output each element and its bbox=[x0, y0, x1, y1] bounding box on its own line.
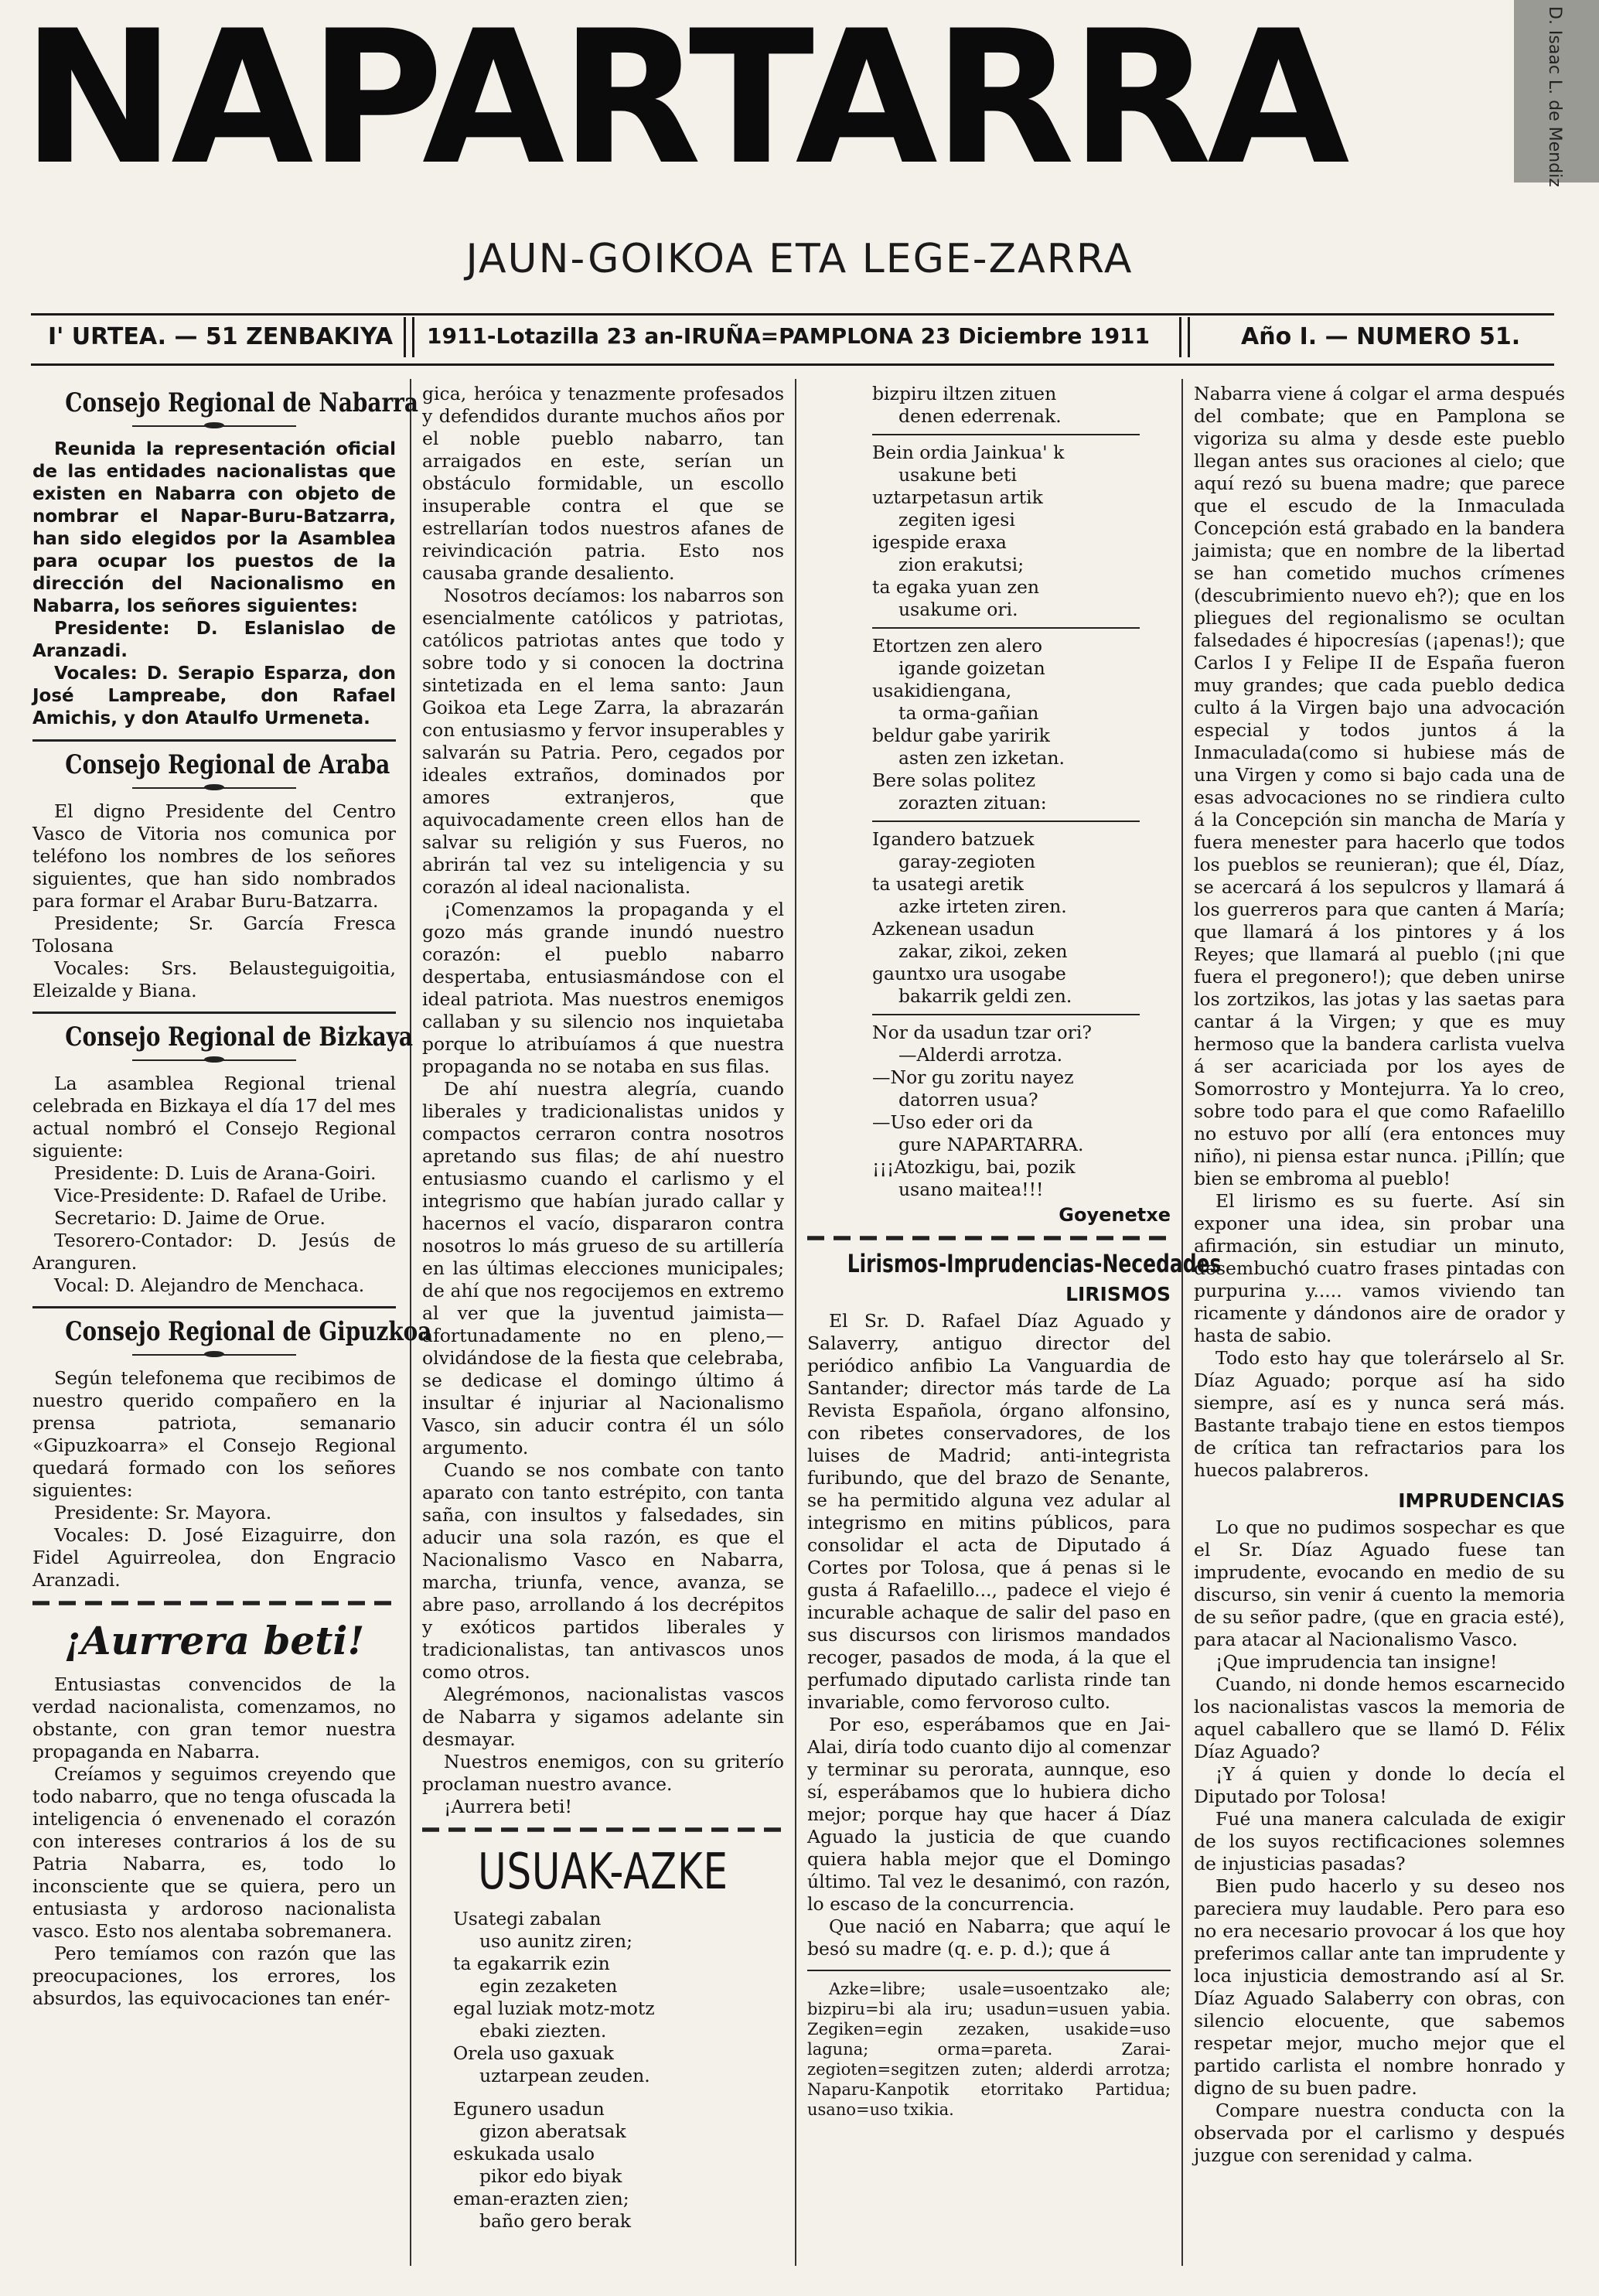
verse-line: gauntxo ura usogabe bbox=[872, 963, 1066, 984]
article-text: Reunida la representación oficial de las entidades nacionalistas que existen en Nabarra con objeto de nombrar el Napar-Buru-Batzarra, han sido elegidos por la Asamblea para ocupar los puestos de la dirección del Nacionalismo en Nabarra, los señores siguientes: bbox=[32, 439, 396, 616]
verse-line: gure NAPARTARRA. bbox=[898, 1134, 1084, 1155]
verse-line: uztarpean zeuden. bbox=[479, 2065, 650, 2086]
article-text: Pero temíamos con razón que las preocupaciones, los errores, los absurdos, las equivocaciones tan enér- bbox=[32, 1943, 396, 2009]
article-text: Por eso, esperábamos que en Jai-Alai, diría todo cuanto dijo al comenzar y terminar su perorata, aunnque, eso sí, esperábamos que lo hubiera dicho mejor; porque hay que hacer á Díaz Aguado la justicia de que cuando quiera habla mejor que el Domingo último. Tal vez le desanimó, con razón, lo escaso de la concurrencia. bbox=[807, 1714, 1171, 1915]
verse-line: zorazten zituan: bbox=[898, 792, 1047, 814]
separator bbox=[872, 1014, 1140, 1015]
verse-line: zegiten igesi bbox=[898, 509, 1015, 531]
verse-line: ebaki ziezten. bbox=[479, 2020, 607, 2042]
subheading-imprudencias: IMPRUDENCIAS bbox=[1398, 1489, 1565, 1512]
verse-line: usakidiengana, bbox=[872, 680, 1012, 701]
ornament bbox=[132, 421, 296, 431]
article-text: Creíamos y seguimos creyendo que todo nabarro, que no tenga ofuscada la inteligencia ó envenenado el corazón con intereses contrarios á los de su Patria Nabarra, es, todo lo inconsciente que se quiera, pero un entusiasta y ardoroso nacionalista vasco. Esto nos alentaba sobremanera. bbox=[32, 1763, 396, 1942]
verse-line: usakume ori. bbox=[898, 599, 1018, 620]
verse-line: —Alderdi arrotza. bbox=[898, 1044, 1063, 1066]
article-text: Vocal: D. Alejandro de Menchaca. bbox=[54, 1274, 365, 1296]
verse-line: asten zen izketan. bbox=[898, 747, 1065, 769]
article-text: Alegrémonos, nacionalistas vascos de Nabarra y sigamos adelante sin desmayar. bbox=[422, 1684, 784, 1750]
heading-araba: Consejo Regional de Araba bbox=[65, 749, 390, 780]
verse-line: denen ederrenak. bbox=[898, 405, 1062, 427]
glossary: Azke=libre; usale=usoentzako ale; bizpiru=bi ala iru; usadun=usuen yabia. Zegiken=egin zezaken, usakide=uso laguna; orma=pareta. Zarai-zegioten=segitzen zuten; alderdi arrotza; Naparu-Kanpotik etorritako Partidua; usano=uso txikia. bbox=[807, 1980, 1171, 2119]
article-text: Presidente: Sr. Mayora. bbox=[54, 1502, 272, 1523]
motto: JAUN-GOIKOA ETA LEGE-ZARRA bbox=[465, 236, 1134, 282]
verse-line: beldur gabe yaririk bbox=[872, 725, 1050, 746]
ornament bbox=[132, 783, 296, 793]
heading-nabarra: Consejo Regional de Nabarra bbox=[65, 387, 418, 418]
article-text: ¡Aurrera beti! bbox=[444, 1796, 572, 1817]
verse-line: —Nor gu zoritu nayez bbox=[872, 1066, 1074, 1088]
article-text: De ahí nuestra alegría, cuando liberales y tradicionalistas unidos y compactos cerraron contra nosotros apretando sus filas; de ahí nuestro entusiasmo cuando el carlismo y el integrismo que habían jurado callar y hacernos el vacío, dispararon contra nosotros lo más grueso de su artillería en las últimas elecciones municipales; de ahí que nos regocijemos en extremo al ver que la juventud jaimista—afortunadamente no en pleno,—olvidándose de la fiesta que celebraba, se dedicase el domingo último á insultar é injuriar al Nacionalismo Vasco, sin aducir contra él un sólo argumento. bbox=[422, 1078, 784, 1458]
verse-line: igande goizetan bbox=[898, 657, 1045, 679]
article-text: La asamblea Regional trienal celebrada en Bizkaya el día 17 del mes actual nombró el Consejo Regional siguiente: bbox=[32, 1073, 396, 1162]
article-text: Vocales: Srs. Belausteguigoitia, Eleizalde y Biana. bbox=[32, 957, 396, 1001]
column-divider bbox=[1181, 379, 1183, 2266]
verse-line: zakar, zikoi, zeken bbox=[898, 940, 1068, 962]
separator bbox=[807, 1970, 1171, 1971]
article-text: Presidente: D. Luis de Arana-Goiri. bbox=[54, 1162, 377, 1184]
verse-line: egal luziak motz-motz bbox=[453, 1997, 655, 2019]
dateline-number: Año I. — NUMERO 51. bbox=[1241, 323, 1521, 350]
verse-line: ta egaka yuan zen bbox=[872, 576, 1040, 598]
dateline-divider bbox=[1179, 317, 1190, 357]
heading-lirismos: Lirismos-Imprudencias-Necedades bbox=[847, 1249, 1222, 1278]
column-4 bbox=[1194, 383, 1565, 2254]
verse-line: bakarrik geldi zen. bbox=[898, 985, 1072, 1007]
heading-gipuzkoa: Consejo Regional de Gipuzkoa bbox=[65, 1316, 432, 1347]
library-stamp-text: D. Isaac L. de Mendiz bbox=[1545, 6, 1564, 187]
verse-line: ta usategi aretik bbox=[872, 873, 1024, 895]
article-text: Bien pudo hacerlo y su deseo nos pareciera muy laudable. Pero para eso no era necesario provocar á los que hoy preferimos callar ante tan imprudente y loca injusticia demostrando así al Sr. Díaz Aguado Salaberry con obras, con silencio elocuente, que sabemos respetar mejor, mucho mejor que el partido carlista el nombre honrado y digno de su buen padre. bbox=[1194, 1875, 1565, 2099]
bottom-rule bbox=[31, 363, 1554, 366]
article-text: Fué una manera calculada de exigir de los suyos rectificaciones solemnes de injusticias pasadas? bbox=[1194, 1808, 1565, 1875]
article-text: Presidente: D. Eslanislao de Aranzadi. bbox=[32, 619, 396, 661]
verse-line: Usategi zabalan bbox=[453, 1908, 602, 1929]
heading-bizkaya: Consejo Regional de Bizkaya bbox=[65, 1022, 413, 1052]
verse-line: pikor edo biyak bbox=[479, 2165, 622, 2187]
article-text: Vocales: D. José Eizaguirre, don Fidel Aguirreolea, don Engracio Aranzadi. bbox=[32, 1524, 396, 1591]
article-text: Presidente; Sr. García Fresca Tolosana bbox=[32, 913, 396, 957]
heading-usuak-azke: USUAK-AZKE bbox=[478, 1844, 728, 1901]
subheading-lirismos: LIRISMOS bbox=[1065, 1283, 1171, 1305]
article-text: Lo que no pudimos sospechar es que el Sr. Díaz Aguado fuese tan imprudente, evocando en medio de su discurso, sin venir á cuento la memoria de su señor padre, (que en gracia esté), para atacar al Nacionalismo Vasco. bbox=[1194, 1516, 1565, 1650]
verse-line: garay-zegioten bbox=[898, 851, 1035, 872]
verse-line: ¡¡¡Atozkigu, bai, pozik bbox=[872, 1156, 1076, 1178]
ornament bbox=[132, 1350, 296, 1360]
verse-line: ta orma-gañian bbox=[898, 702, 1039, 724]
separator bbox=[32, 1012, 396, 1014]
article-text: ¡Comenzamos la propaganda y el gozo más grande inundó nuestro corazón: el pueblo nabarro despertaba, entusiasmándose con el ideal patriota. Mas nuestros enemigos callaban y su silencio nos inquietaba porque lo atribuíamos á que nuestra propaganda no se notaba en sus filas. bbox=[422, 899, 784, 1077]
dateline-date: 1911-Lotazilla 23 an-IRUÑA=PAMPLONA 23 Diciembre 1911 bbox=[427, 323, 1151, 349]
verse-line: bizpiru iltzen zituen bbox=[872, 383, 1057, 404]
wavy-separator bbox=[422, 1824, 784, 1835]
article-text: El Sr. D. Rafael Díaz Aguado y Salaverry, antiguo director del periódico anfibio La Vanguardia de Santander; director más tarde de La Revista Española, órgano alfonsino, con ribetes conservadores, de los luises de Madrid; anti-integrista furibundo, que del brazo de Senante, se ha permitido alguna vez adular al integrismo en mitins públicos, para consolidar el acta de Diputado á Cortes por Tolosa, que á penas si le gusta á Rafaelillo..., padece el viejo é incurable achaque de salir del paso en sus discursos con lirismos mandados recoger, pasados de moda, á la que el perfumado diputado carlista rinde tan invariable, como fervoroso culto. bbox=[807, 1310, 1171, 1713]
article-text: El digno Presidente del Centro Vasco de Vitoria nos comunica por teléfono los nombres de los señores siguientes, que han sido nombrados para formar el Arabar Buru-Batzarra. bbox=[32, 800, 396, 912]
article-text: Vice-Presidente: D. Rafael de Uribe. bbox=[54, 1185, 387, 1206]
separator bbox=[872, 820, 1140, 822]
column-1 bbox=[32, 383, 432, 2254]
article-text: Cuando, ni donde hemos escarnecido los nacionalistas vascos la memoria de aquel caballero que se llamó D. Félix Díaz Aguado? bbox=[1194, 1673, 1565, 1762]
separator bbox=[32, 739, 396, 742]
wavy-separator bbox=[32, 1598, 396, 1609]
separator bbox=[32, 1306, 396, 1308]
verse-line: usano maitea!!! bbox=[898, 1179, 1044, 1200]
verse-line: usakune beti bbox=[898, 464, 1018, 486]
verse-line: Azkenean usadun bbox=[872, 918, 1035, 940]
dateline-divider bbox=[404, 317, 414, 357]
verse-gap bbox=[453, 2087, 784, 2098]
heading-aurrera-beti: ¡Aurrera beti! bbox=[63, 1618, 365, 1663]
article-text: Secretario: D. Jaime de Orue. bbox=[54, 1207, 326, 1229]
article-text: ¡Y á quien y donde lo decía el Diputado por Tolosa! bbox=[1194, 1763, 1565, 1807]
column-divider bbox=[795, 379, 796, 2266]
verse-line: Etortzen zen alero bbox=[872, 635, 1043, 657]
verse-line: ta egakarrik ezin bbox=[453, 1953, 610, 1974]
top-rule bbox=[31, 313, 1554, 316]
article-text: Todo esto hay que tolerárselo al Sr. Díaz Aguado; porque así ha sido siempre, así es y nunca será más. Bastante trabajo tiene en estos tiempos de crítica tan refractarios para los huecos palabreros. bbox=[1194, 1347, 1565, 1481]
verse-line: eskukada usalo bbox=[453, 2143, 595, 2165]
article-text: Vocales: D. Serapio Esparza, don José Lampreabe, don Rafael Amichis, y don Ataulfo Urmeneta. bbox=[32, 664, 396, 728]
ornament bbox=[132, 1056, 296, 1065]
article-text: ¡Que imprudencia tan insigne! bbox=[1215, 1651, 1498, 1673]
signature: Goyenetxe bbox=[1059, 1204, 1171, 1226]
separator bbox=[872, 627, 1140, 629]
article-text: Que nació en Nabarra; que aquí le besó su madre (q. e. p. d.); que á bbox=[807, 1916, 1171, 1960]
verse-line: —Uso eder ori da bbox=[872, 1111, 1033, 1133]
masthead-title: NAPARTARRA bbox=[22, 0, 1345, 206]
article-text: Según telefonema que recibimos de nuestro querido compañero en la prensa patriota, semanario «Gipuzkoarra» el Consejo Regional quedará formado con los señores siguientes: bbox=[32, 1367, 396, 1501]
verse-line: Egunero usadun bbox=[453, 2098, 605, 2120]
verse-line: Igandero batzuek bbox=[872, 828, 1035, 850]
article-text: gica, heróica y tenazmente profesados y defendidos durante muchos años por el noble pueblo nabarro, tan arraigados en este, serían un obstáculo formidable, un escollo insuperable contra el que se estrellarían todos nuestros afanes de reivindicación patria. Esto nos causaba grande desaliento. bbox=[422, 383, 784, 584]
article-text: Cuando se nos combate con tanto aparato con tanto estrépito, con tanta saña, con insultos y falsedades, sin aducir una sola razón, es que el Nacionalismo Vasco en Nabarra, marcha, triunfa, vence, avanza, se abre paso, arrollando á los decrépitos y exóticos partidos liberales y tradicionalistas, tan antivascos unos como otros. bbox=[422, 1459, 784, 1683]
wavy-separator bbox=[807, 1233, 1171, 1244]
verse-line: Nor da usadun tzar ori? bbox=[872, 1022, 1092, 1043]
poem-continued bbox=[807, 383, 1171, 1201]
column-2 bbox=[422, 383, 784, 2254]
article-text: Nosotros decíamos: los nabarros son esencialmente católicos y patriotas, católicos patriotas antes que todo y sobre todo y si conocen la doctrina sintetizada en el lema santo: Jaun Goikoa eta Lege Zarra, la abrazarán con entusiasmo y fervor insuperables y salvarán su Patria. Pero, cegados por ideales extraños, dominados por amores extranjeros, que aquivocadamente creen ellos han de salvar su religión y sus Fueros, no abrirán tal vez su inteligencia y su corazón al ideal nacionalista. bbox=[422, 585, 784, 898]
verse-line: uso aunitz ziren; bbox=[479, 1930, 632, 1952]
article-text: Nuestros enemigos, con su griterío proclaman nuestro avance. bbox=[422, 1751, 784, 1795]
verse-line: Bere solas politez bbox=[872, 769, 1036, 791]
article-text: Compare nuestra conducta con la observada por el carlismo y después juzgue con serenidad y calma. bbox=[1194, 2100, 1565, 2166]
column-3 bbox=[807, 383, 1222, 2254]
poem-usuak-azke bbox=[422, 1908, 784, 2233]
verse-line: baño gero berak bbox=[479, 2210, 632, 2232]
article-text: Nabarra viene á colgar el arma después del combate; que en Pamplona se vigoriza su alma y desde este pueblo llegan antes sus oraciones al cielo; que aquí rezó su buena madre; que parece que el escudo de la Inmaculada Concepción está grabado en la bandera jaimista; que en nombre de la libertad se han cometido muchos crímenes (descubrimiento nuevo eh?); que en los pliegues del regionalismo se ocultan falsedades é hipocresías (¡apenas!); que Carlos I y Felipe II de España fueron muy grandes; que cada pueblo dedica culto á la Virgen bajo una advocación especial y todos juntos á la Inmaculada(como si hubiese más de una Virgen y como si bajo cada una de esas advocaciones no se rindiera culto á la Concepción sin mancha de María y fuera menester para hacerlo que todos los pueblos se reunieran); que él, Díaz, se acercará á los sepulcros y llamará á los guerreros para que canten á María; que llamará á los pintores y á los Reyes; que llamará al pueblo (¡ni que fuera el pregonero!); que deben unirse los zortzikos, las jotas y las saetas para cantar á la Virgen; y que es muy hermoso que la bandera carlista vuelva á ser acariciada por los ayes de Somorrostro y Montejurra. Ya lo creo, sobre todo para el que como Rafaelillo no estuvo por allí (era entonces muy niño), ni piensa estar nunca. ¡Pillín; que bien se embroma al pueblo! bbox=[1194, 383, 1565, 1189]
article-text: Tesorero-Contador: D. Jesús de Aranguren. bbox=[32, 1230, 396, 1274]
library-stamp bbox=[1514, 0, 1599, 187]
separator bbox=[872, 434, 1140, 435]
verse-line: igespide eraxa bbox=[872, 531, 1007, 553]
verse-line: zion erakutsi; bbox=[898, 554, 1025, 575]
verse-line: Bein ordia Jainkua' k bbox=[872, 442, 1065, 463]
verse-line: eman-erazten zien; bbox=[453, 2188, 629, 2209]
verse-line: egin zezaketen bbox=[479, 1975, 618, 1997]
dateline-issue: I' URTEA. — 51 ZENBAKIYA bbox=[48, 323, 394, 350]
verse-line: azke irteten ziren. bbox=[898, 896, 1067, 917]
verse-line: gizon aberatsak bbox=[479, 2120, 626, 2142]
verse-line: Orela uso gaxuak bbox=[453, 2042, 614, 2064]
verse-line: uztarpetasun artik bbox=[872, 486, 1043, 508]
article-text: El lirismo es su fuerte. Así sin exponer una idea, sin probar una afirmación, sin estudiar un minuto, desembuchó cuatro frases pintadas con purpurina y..... vamos viviendo tan ricamente y dándonos aire de orador y hasta de sabio. bbox=[1194, 1190, 1565, 1346]
article-text: Entusiastas convencidos de la verdad nacionalista, comenzamos, no obstante, con gran temor nuestra propaganda en Nabarra. bbox=[32, 1673, 396, 1762]
verse-line: datorren usua? bbox=[898, 1089, 1038, 1110]
